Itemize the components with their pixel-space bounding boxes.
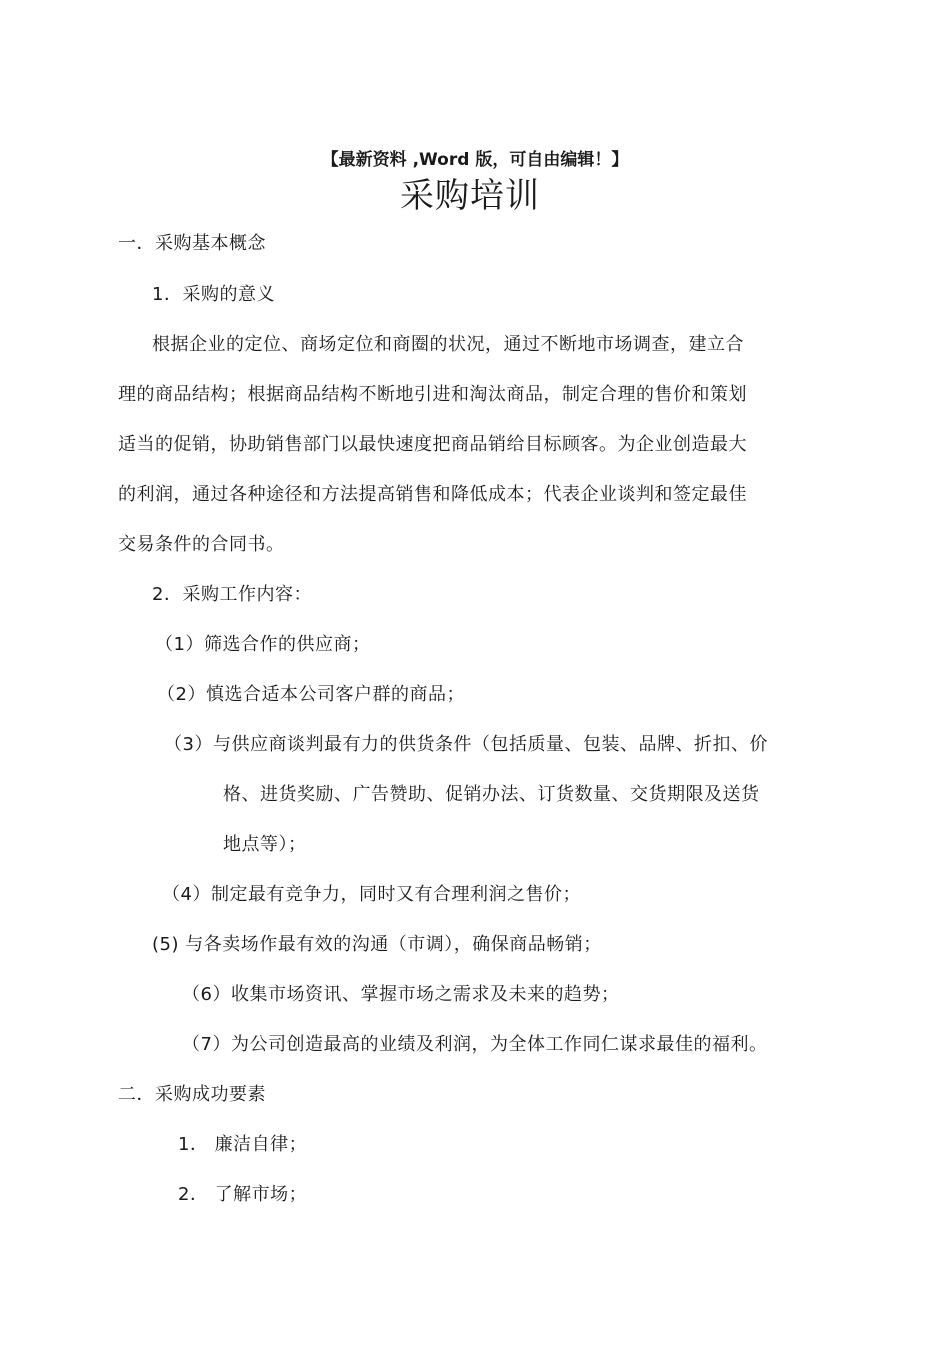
list-item: （7）为公司创造最高的业绩及利润，为全体工作同仁谋求最佳的福利。 <box>182 1034 768 1055</box>
list-item: 2． 了解市场； <box>178 1184 308 1205</box>
list-item: （4）制定最有竞争力，同时又有合理利润之售价； <box>162 884 581 905</box>
paragraph-line: 的利润，通过各种途径和方法提高销售和降低成本；代表企业谈判和签定最佳 <box>118 484 747 505</box>
list-item-continuation: 地点等）； <box>223 834 307 855</box>
list-item: (5) 与各卖场作最有效的沟通（市调），确保商品畅销； <box>152 934 602 955</box>
section-heading: 一．采购基本概念 <box>118 233 266 254</box>
list-item: 1． 廉洁自律； <box>178 1134 308 1155</box>
paragraph-line: 交易条件的合同书。 <box>118 534 285 555</box>
list-item-continuation: 格、进货奖励、广告赞助、促销办法、订货数量、交货期限及送货 <box>223 784 760 805</box>
paragraph-line: 适当的促销，协助销售部门以最快速度把商品销给目标顾客。为企业创造最大 <box>118 434 747 455</box>
list-item: （6）收集市场资讯、掌握市场之需求及未来的趋势； <box>182 984 620 1005</box>
list-item: （3）与供应商谈判最有力的供货条件（包括质量、包装、品牌、折扣、价 <box>164 734 768 755</box>
subsection-heading: 2．采购工作内容： <box>152 584 312 605</box>
section-heading: 二．采购成功要素 <box>118 1084 266 1105</box>
list-item: （1）筛选合作的供应商； <box>155 634 371 655</box>
paragraph-line: 理的商品结构；根据商品结构不断地引进和淘汰商品，制定合理的售价和策划 <box>118 384 747 405</box>
document-title: 采购培训 <box>400 176 540 216</box>
subsection-heading: 1．采购的意义 <box>152 284 275 305</box>
list-item: （2）慎选合适本公司客户群的商品； <box>157 684 465 705</box>
paragraph-line: 根据企业的定位、商场定位和商圈的状况，通过不断地市场调查，建立合 <box>152 334 744 355</box>
document-banner: 【最新资料 ,Word 版，可自由编辑！】 <box>321 150 629 170</box>
